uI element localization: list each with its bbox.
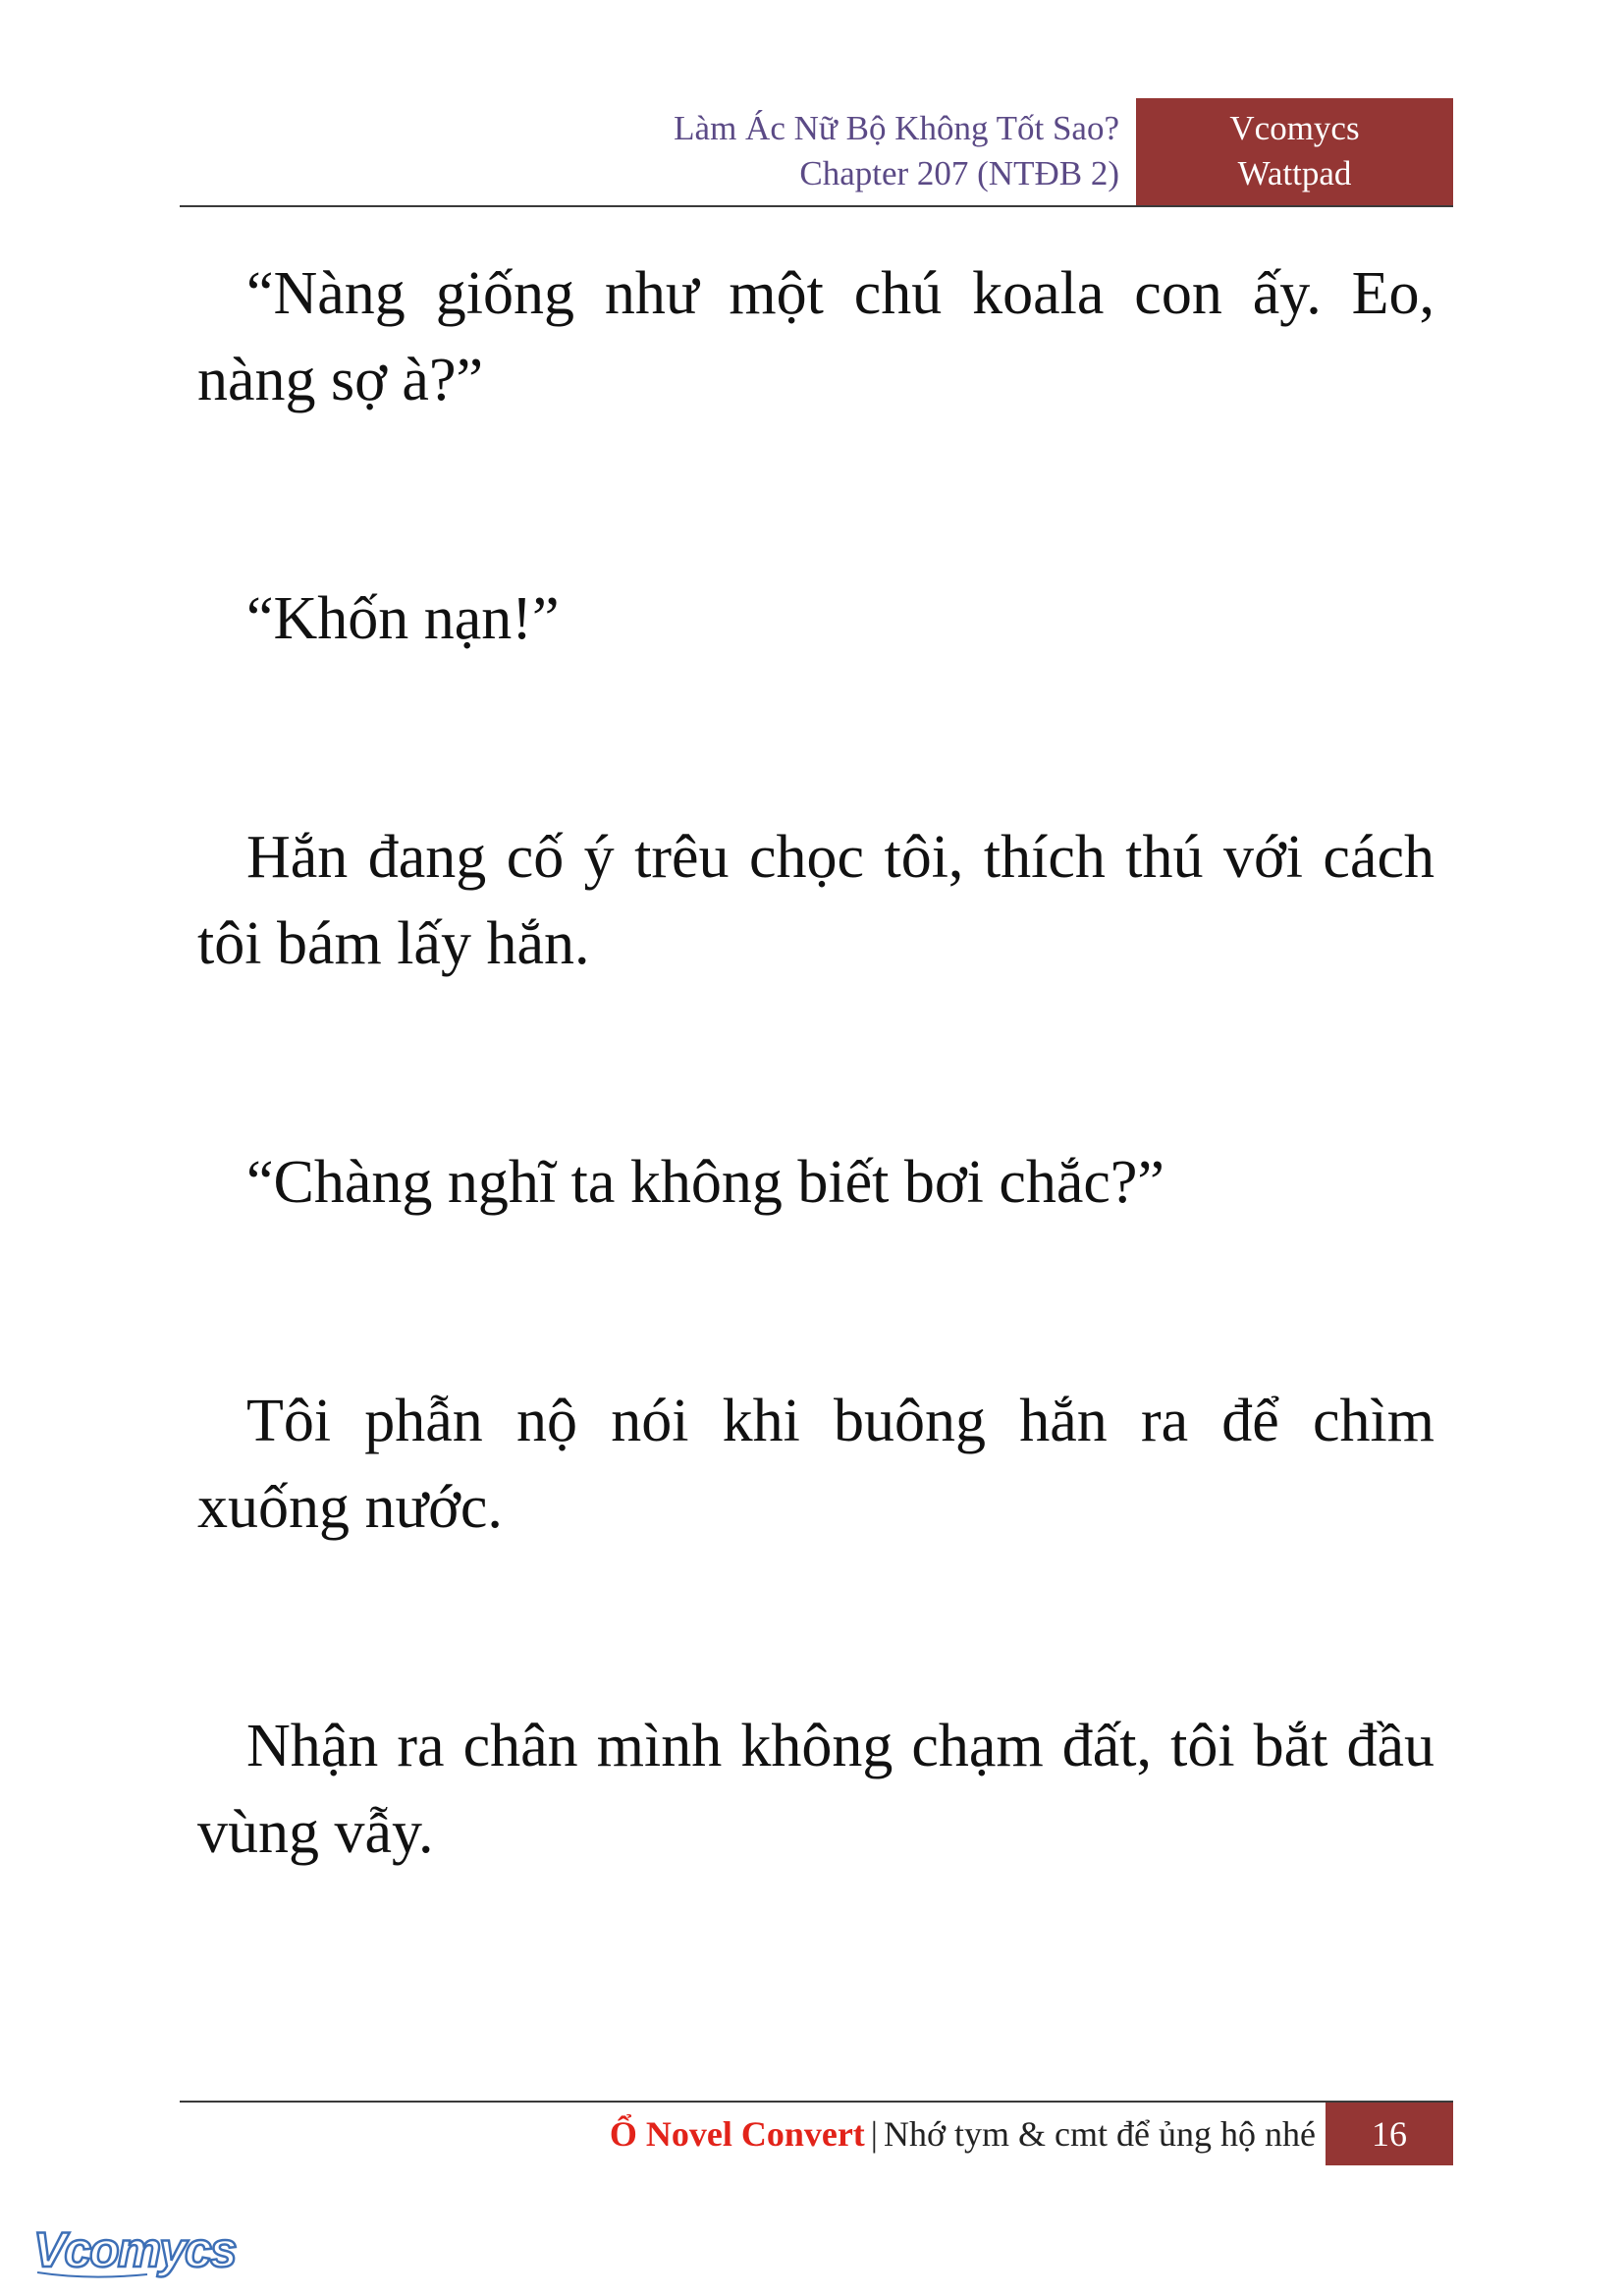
footer-slogan: Nhớ tym & cmt để ủng hộ nhé: [884, 2114, 1316, 2154]
chapter-title: Chapter 207 (NTĐB 2): [799, 154, 1119, 192]
paragraph-6: Nhận ra chân mình không chạm đất, tôi bắt đầu vùng vẫy.: [197, 1713, 1435, 1866]
footer-separator: |: [870, 2114, 879, 2154]
badge-line-2: Wattpad: [1237, 154, 1352, 192]
paragraph-2: “Khốn nạn!”: [246, 585, 560, 652]
page-footer: [180, 2103, 1453, 2165]
book-title: Làm Ác Nữ Bộ Không Tốt Sao?: [674, 109, 1119, 147]
source-badge: [1136, 98, 1453, 206]
page-number: 16: [1326, 2103, 1453, 2165]
badge-line-1: Vcomycs: [1229, 109, 1360, 147]
header-title: [674, 106, 1119, 196]
footer-text: [610, 2110, 1316, 2158]
page-header: [180, 98, 1453, 206]
paragraph-5: Tôi phẫn nộ nói khi buông hắn ra để chìm xuống nước.: [197, 1388, 1435, 1541]
header-divider: [180, 205, 1453, 207]
watermark-text: Vcomycs: [33, 2222, 236, 2277]
footer-brand: Ổ Novel Convert: [609, 2114, 865, 2154]
chapter-body: [197, 250, 1435, 1876]
paragraph-3: Hắn đang cố ý trêu chọc tôi, thích thú với cách tôi bám lấy hắn.: [197, 824, 1435, 977]
paragraph-1: “Nàng giống như một chú koala con ấy. Eo, nàng sợ à?”: [197, 260, 1435, 413]
paragraph-4: “Chàng nghĩ ta không biết bơi chắc?”: [246, 1149, 1164, 1216]
vcomycs-watermark-logo: [29, 2217, 255, 2286]
